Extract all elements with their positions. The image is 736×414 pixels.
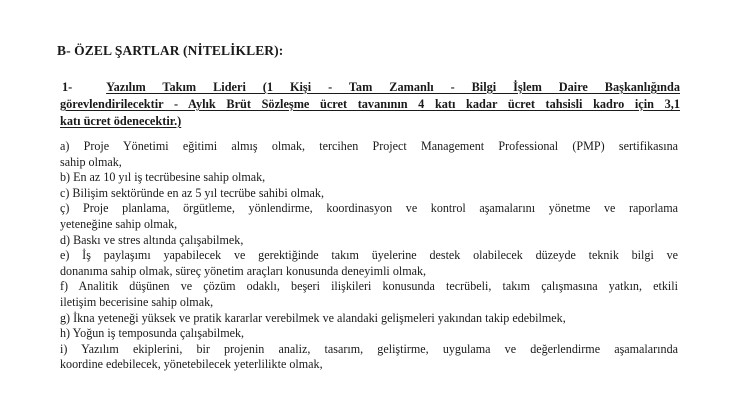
requirement-c-cedilla-line-1: ç) Proje planlama, örgütleme, yönlendirme, koordinasyon ve kontrol aşamalarını yönetme ve raporlama (60, 201, 678, 216)
requirement-d: d) Baskı ve stres altında çalışabilmek, (60, 232, 244, 247)
requirement-f-line-2: iletişim becerisine sahip olmak, (60, 294, 214, 309)
requirement-b: b) En az 10 yıl iş tecrübesine sahip olmak, (60, 170, 266, 185)
position-title-line-3: katı ücret ödenecektir.) (60, 114, 182, 128)
requirement-a-line-1: a) Proje Yönetimi eğitimi almış olmak, tercihen Project Management Professional (PMP) sertifikasına (60, 139, 678, 153)
position-title-line-2: görevlendirilecektir - Aylık Brüt Sözleşme ücret tavanının 4 katı kadar ücret tahsisli kadro için 3,1 (60, 97, 680, 111)
requirement-g: g) İkna yeteneği yüksek ve pratik kararlar verebilmek ve alandaki gelişmeleri yakından takip edebilmek, (60, 310, 566, 325)
position-heading (60, 79, 680, 130)
requirements-list (60, 139, 678, 373)
requirement-i-line-2: koordine edebilecek, yönetebilecek yeterlilikte olmak, (60, 357, 323, 372)
requirement-a-line-2: sahip olmak, (60, 154, 122, 169)
position-heading-line-1 (60, 79, 680, 96)
position-number: 1- (62, 80, 73, 94)
position-title-line-1: Yazılım Takım Lideri (1 Kişi - Tam Zamanlı - Bilgi İşlem Daire Başkanlığında (106, 80, 680, 94)
requirement-f-line-1: f) Analitik düşünen ve çözüm odaklı, beşeri ilişkileri konusunda tecrübeli, takım çalışmasına yatkın, etkili (60, 279, 678, 294)
requirement-e-line-1: e) İş paylaşımı yapabilecek ve gerektiğinde takım üyelerine destek olabilecek düzeyde teknik bilgi ve (60, 248, 678, 263)
requirement-c: c) Bilişim sektöründe en az 5 yıl tecrübe sahibi olmak, (60, 185, 324, 200)
requirement-i-line-1: i) Yazılım ekiplerini, bir projenin analiz, tasarım, geliştirme, uygulama ve değerlendirme aşamalarında (60, 341, 678, 356)
requirement-h: h) Yoğun iş temposunda çalışabilmek, (60, 326, 245, 341)
requirement-e-line-2: donanıma sahip olmak, süreç yönetim araçları konusunda deneyimli olmak, (60, 263, 427, 278)
requirement-c-cedilla-line-2: yeteneğine sahip olmak, (60, 216, 178, 231)
section-title: B- ÖZEL ŞARTLAR (NİTELİKLER): (57, 43, 284, 58)
